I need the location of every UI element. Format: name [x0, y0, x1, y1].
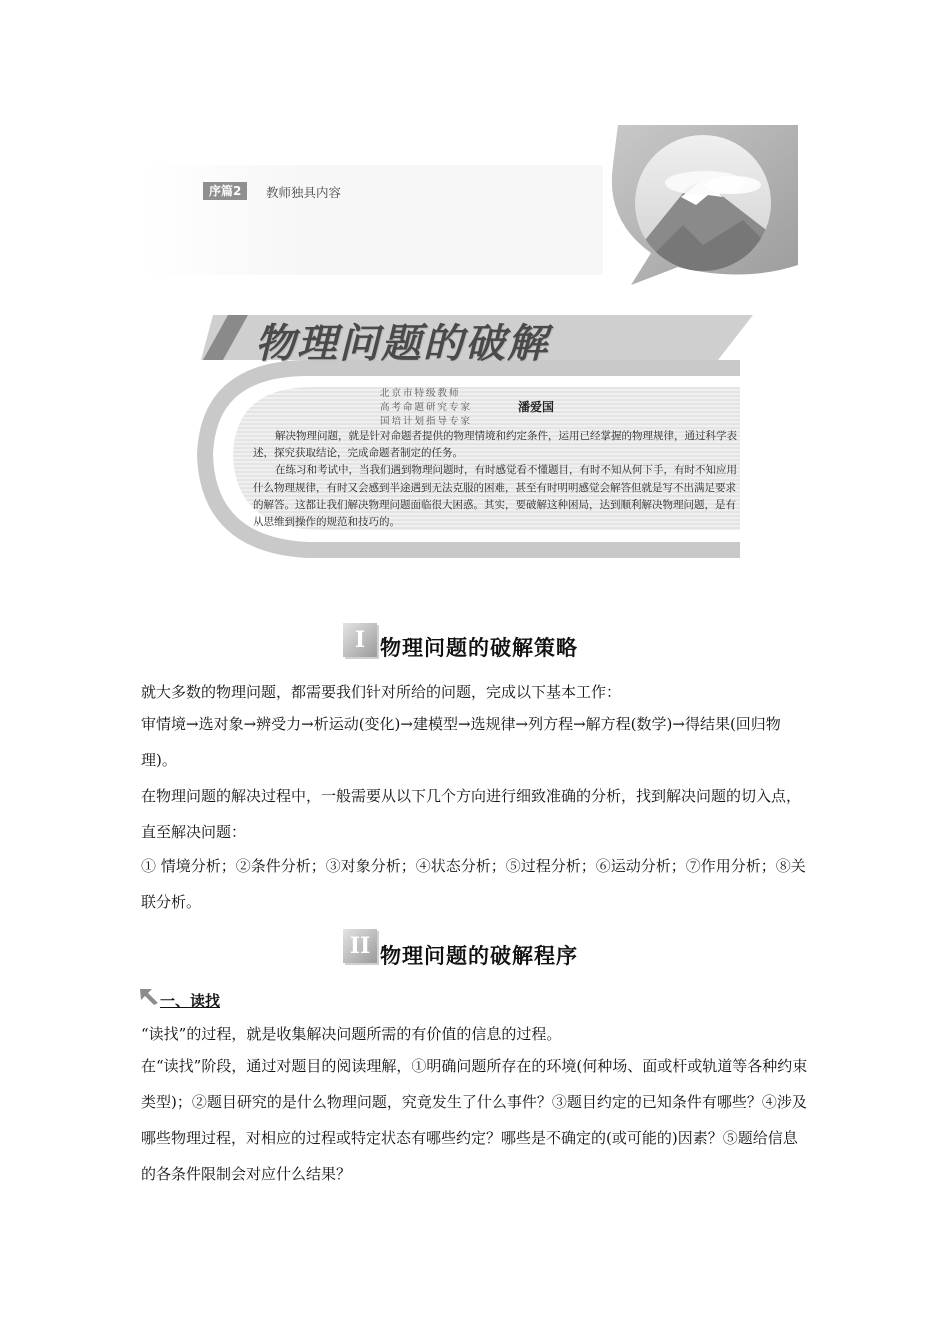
paragraph: ① 情境分析；②条件分析；③对象分析；④状态分析；⑤过程分析；⑥运动分析；⑦作用分析；⑧关联分析。: [141, 857, 806, 911]
author-credential: 高考命题研究专家: [380, 402, 473, 413]
intro-paragraph: 解决物理问题，就是针对命题者提供的物理情境和约定条件，运用已经掌握的物理规律，通过科学表述，探究获取结论，完成命题者制定的任务。: [253, 430, 737, 460]
sub-heading: 一、读找: [160, 992, 221, 1010]
intro-text: [253, 428, 739, 531]
paragraph: “读找”的过程，就是收集解决问题所需的有价值的信息的过程。: [141, 1025, 562, 1043]
section-badge: I: [343, 623, 377, 657]
series-subtitle: 教师独具内容: [266, 185, 342, 200]
series-tag: 序篇2: [203, 182, 247, 200]
paragraph: 就大多数的物理问题，都需要我们针对所给的问题，完成以下基本工作：: [141, 683, 622, 701]
paragraph: 审情境→选对象→辨受力→析运动(变化)→建模型→选规律→列方程→解方程(数学)→得结果(回归物理)。: [141, 715, 781, 769]
author-credential: 国培计划指导专家: [380, 416, 473, 427]
paragraph: 在“读找”阶段，通过对题目的阅读理解，①明确问题所存在的环境(何种场、面或杆或轨道等各种约束类型)；②题目研究的是什么物理问题，究竟发生了什么事件？③题目约定的已知条件有哪些？④涉及哪些物理过程，对相应的过程或特定状态有哪些约定？哪些是不确定的(或可能的)因素？⑤题给信息的各条件限制会对应什么结果？: [141, 1057, 808, 1183]
banner-title: 物理问题的破解: [255, 321, 549, 367]
section-badge: II: [343, 929, 377, 963]
section-title: 物理问题的破解程序: [380, 944, 578, 968]
paragraph: 在物理问题的解决过程中，一般需要从以下几个方向进行细致准确的分析，找到解决问题的切入点，直至解决问题：: [141, 787, 802, 841]
author-name: 潘爱国: [518, 400, 555, 414]
arrow-icon: [138, 986, 160, 1006]
section-title: 物理问题的破解策略: [380, 636, 578, 660]
intro-paragraph: 在练习和考试中，当我们遇到物理问题时，有时感觉看不懂题目，有时不知从何下手，有时不知应用什么物理规律，有时又会感到半途遇到无法克服的困难，甚至有时明明感觉会解答但就是写不出满足要求的解答。这都让我们解决物理问题面临很大困惑。其实，要破解这种困局，达到顺利解决物理问题，是有从思维到操作的规范和技巧的。: [253, 464, 737, 529]
author-credential: 北京市特级教师: [380, 388, 461, 399]
